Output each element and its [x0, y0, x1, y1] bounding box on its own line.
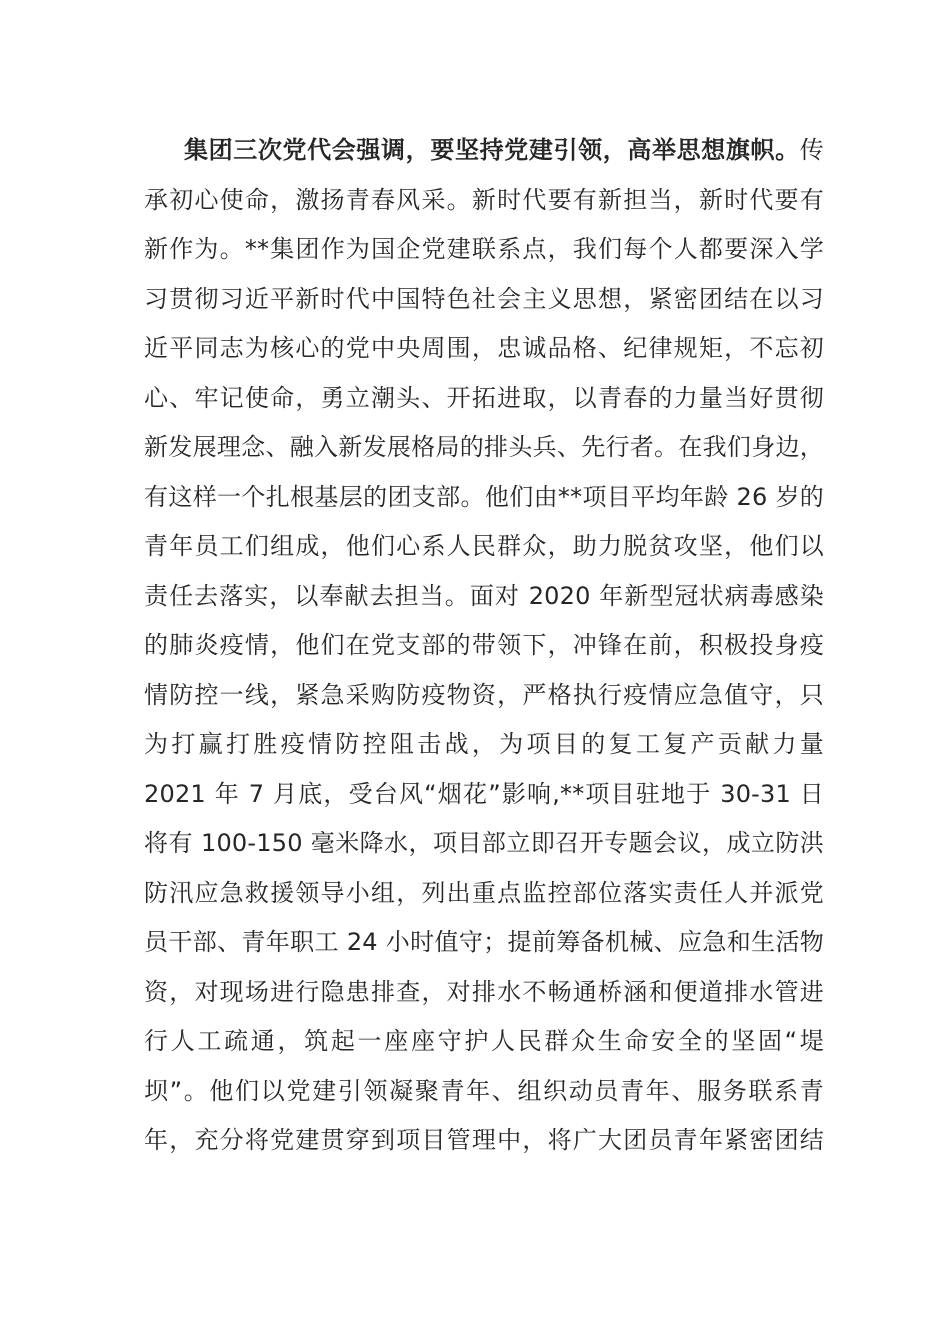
paragraph-line-5: 近平同志为核心的党中央周围，忠诚品格、纪律规矩，不忘初: [144, 334, 824, 362]
paragraph-line-8: 有这样一个扎根基层的团支部。他们由**项目平均年龄 26 岁的: [144, 482, 824, 511]
paragraph-line-11: 的肺炎疫情，他们在党支部的带领下，冲锋在前，积极投身疫: [144, 631, 824, 659]
paragraph-line-12: 情防控一线，紧急采购防疫物资，严格执行疫情应急值守，只: [144, 680, 824, 709]
paragraph-line-9: 青年员工们组成，他们心系人民群众，助力脱贫攻坚，他们以: [144, 532, 824, 560]
paragraph-line-18: 资，对现场进行隐患排查，对排水不畅通桥涵和便道排水管进: [144, 977, 824, 1006]
paragraph-line-3: 新作为。**集团作为国企党建联系点，我们每个人都要深入学: [144, 235, 824, 263]
paragraph-line-19: 行人工疏通，筑起一座座守护人民群众生命安全的坚固“堤: [144, 1027, 824, 1055]
lead-bold-sentence: 集团三次党代会强调，要坚持党建引领，高举思想旗帜。: [184, 136, 800, 164]
paragraph-line-16: 防汛应急救援领导小组，列出重点监控部位落实责任人并派党: [144, 878, 824, 907]
paragraph-line-4: 习贯彻习近平新时代中国特色社会主义思想，紧密团结在以习: [144, 284, 824, 313]
line-1-tail: 传: [799, 136, 824, 164]
paragraph-line-6: 心、牢记使命，勇立潮头、开拓进取，以青春的力量当好贯彻: [144, 383, 824, 412]
paragraph-line-15: 将有 100-150 毫米降水，项目部立即召开专题会议，成立防洪: [144, 829, 824, 857]
paragraph-line-2: 承初心使命，激扬青春风采。新时代要有新担当，新时代要有: [144, 185, 824, 214]
paragraph-line-13: 为打赢打胜疫情防控阻击战，为项目的复工复产贡献力量: [144, 730, 824, 758]
paragraph-line-7: 新发展理念、融入新发展格局的排头兵、先行者。在我们身边，: [144, 433, 824, 461]
body-paragraph: [144, 126, 824, 1166]
paragraph-line-20: 坝”。他们以党建引领凝聚青年、组织动员青年、服务联系青: [144, 1076, 824, 1105]
paragraph-line-10: 责任去落实，以奉献去担当。面对 2020 年新型冠状病毒感染: [144, 581, 824, 610]
paragraph-line-14: 2021 年 7 月底，受台风“烟花”影响,**项目驻地于 30-31 日: [144, 779, 824, 808]
paragraph-line-21: 年，充分将党建贯穿到项目管理中，将广大团员青年紧密团结: [144, 1126, 824, 1154]
paragraph-line-17: 员干部、青年职工 24 小时值守；提前筹备机械、应急和生活物: [144, 928, 824, 956]
paragraph-line-1: [144, 126, 824, 176]
